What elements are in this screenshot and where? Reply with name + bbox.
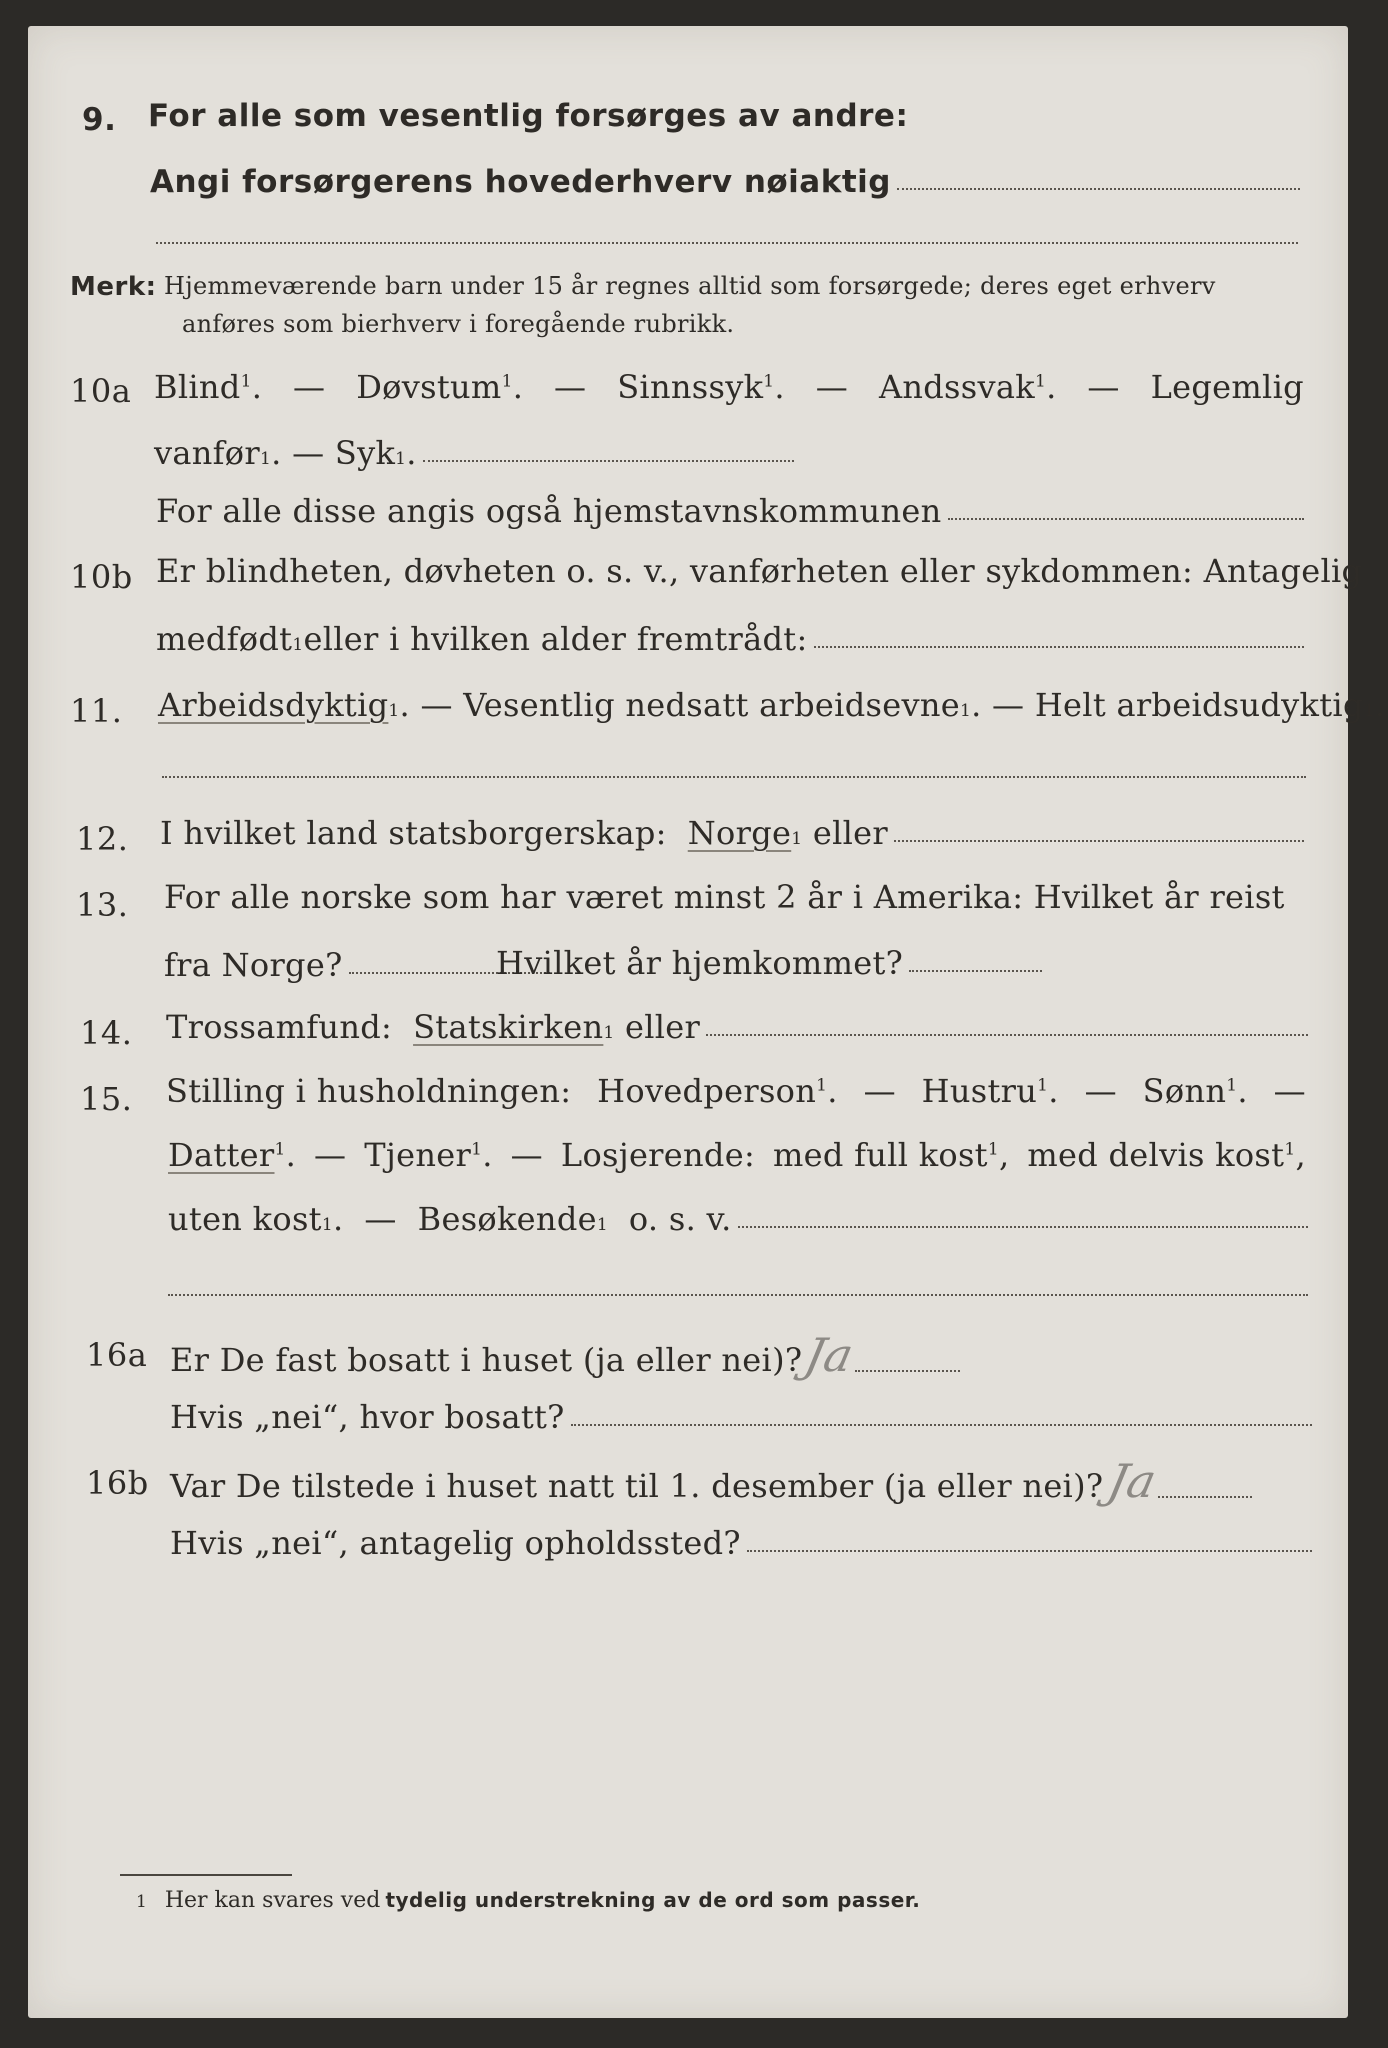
census-form-page: 9. For alle som vesentlig forsørges av andre: Angi forsørgerens hovederhverv nøiaktig Merk: Hjemmeværende barn under 15 år regnes alltid som forsørgede; deres eget erhverv anføres som bierhverv i foregående rubrikk. 10a Blind$^1$. — Døvstum$^1$. — Sinnssyk$^1$. — Andssvak$^1$. — Legemlig vanfør 1 . — Syk 1 . For alle disse angis også hjemstavnskommunen 10b Er blindheten, døvheten o. s. v., vanførheten eller sykdommen: Antagelig medfødt 1 eller i hvilken alder fremtrådt: 11. Arbeidsdyktig 1 . — Vesentlig nedsatt arbeidsevne 1 . — Helt arbeidsudyktig 1 . 12. I hvilket land statsborgerskap: Norge 1 eller 13. For alle norske som har været minst 2 år i Amerika: Hvilket år reist fra Norge? Hvilket år hjemkommet? 14. Trossamfund: Statskirken 1 eller 15. Stilling i husholdningen: Hovedperson$^1$. — Hustru$^1$. — Sønn$^1$. — Datter$^1$. — Tjener$^1$. — Losjerende: med full kost$^1$, med delvis kost$^1$, uten kost 1 . — Besøkende 1 o. s. v. 16a Er De fast bosatt i huset (ja eller nei)? Ja Hvis „nei“, hvor bosatt? 16b Var De tilstede i huset natt til 1. desember (ja eller nei)? Ja Hvis „nei“, antagelig opholdssted? 1 Her kan svares ved tydelig understrekning av de ord som passer. <box>28 26 1348 2018</box>
q16a-answer-field[interactable] <box>855 1370 960 1372</box>
footnote-text: Her kan svares ved <box>164 1888 381 1913</box>
q16a-line2: Hvis „nei“, hvor bosatt? <box>170 1398 565 1436</box>
q12-opt-norge[interactable]: Norge <box>687 814 792 852</box>
q13-number: 13. <box>76 886 129 924</box>
q15-opt-tjener[interactable]: Tjener <box>364 1136 472 1174</box>
q13-line2b: Hvilket år hjemkommet? <box>496 944 904 982</box>
q15-opt-besokende[interactable]: Besøkende <box>417 1200 597 1238</box>
opt-syk: Syk <box>334 434 396 472</box>
q10a-line3: For alle disse angis også hjemstavnskommunen <box>156 492 942 530</box>
q11-extra-answer-line[interactable] <box>162 776 1306 778</box>
q9-number: 9. <box>82 102 117 138</box>
q16b-answer-field[interactable] <box>1158 1496 1252 1498</box>
footnote-bold: tydelig understrekning av de ord som passer. <box>385 1888 921 1912</box>
footnote-rule <box>120 1874 292 1876</box>
q15-number: 15. <box>80 1080 133 1118</box>
opt-blind: Blind <box>154 368 241 406</box>
q15-osv: o. s. v. <box>628 1200 732 1238</box>
q16a-handwritten-answer: Ja <box>800 1328 859 1382</box>
q10a-hjemstavn-field[interactable] <box>948 518 1304 520</box>
q12-number: 12. <box>76 820 129 858</box>
q14-eller: eller <box>624 1008 701 1046</box>
q16b-handwritten-answer: Ja <box>1103 1454 1162 1508</box>
q16a-number: 16a <box>86 1336 148 1374</box>
q12-eller: eller <box>812 814 888 852</box>
q10b-number: 10b <box>70 558 133 596</box>
q16b-opholdssted-field[interactable] <box>747 1550 1312 1552</box>
q14-text: Trossamfund: <box>166 1008 393 1046</box>
q11-opt-arbeidsdyktig[interactable]: Arbeidsdyktig <box>158 686 389 724</box>
q13-line2a: fra Norge? <box>164 946 343 984</box>
q13-hjemkommet-field[interactable] <box>909 970 1042 972</box>
q15-extra-answer-line[interactable] <box>168 1294 1308 1296</box>
merk-line2: anføres som bierhverv i foregående rubrikk. <box>182 310 735 338</box>
q15-answer-field[interactable] <box>738 1226 1308 1228</box>
q9-extra-answer-line[interactable] <box>156 242 1298 244</box>
opt-sinnssyk: Sinnssyk <box>617 368 764 406</box>
footnote-mark: 1 <box>136 1892 147 1912</box>
q16b-number: 16b <box>86 1464 149 1502</box>
q15-opt-sonn[interactable]: Sønn <box>1142 1072 1227 1110</box>
opt-dovstum: Døvstum <box>356 368 502 406</box>
q14-number: 14. <box>80 1014 133 1052</box>
q10a-number: 10a <box>70 372 132 410</box>
q16a-bosatt-field[interactable] <box>571 1424 1312 1426</box>
q15-opt-losjerende: Losjerende: <box>560 1136 756 1174</box>
q16b-line2: Hvis „nei“, antagelig opholdssted? <box>170 1524 741 1562</box>
q16a-line1: Er De fast bosatt i huset (ja eller nei)? <box>170 1341 803 1379</box>
merk-line1: Hjemmeværende barn under 15 år regnes alltid som forsørgede; deres eget erhverv <box>164 272 1216 300</box>
q15-opt-datter[interactable]: Datter <box>168 1136 275 1174</box>
q9-line1: For alle som vesentlig forsørges av andre: <box>148 98 909 134</box>
q16b-line1: Var De tilstede i huset natt til 1. desember (ja eller nei)? <box>170 1467 1104 1505</box>
q10a-syk-field[interactable] <box>423 460 794 462</box>
opt-legemlig: Legemlig <box>1150 368 1304 406</box>
merk-label: Merk: <box>70 272 157 302</box>
q15-opt-uten-kost[interactable]: uten kost <box>168 1200 322 1238</box>
q12-text: I hvilket land statsborgerskap: <box>160 814 667 852</box>
q11-number: 11. <box>70 692 123 730</box>
q13-line1: For alle norske som har været minst 2 år i Amerika: Hvilket år reist <box>164 878 1285 916</box>
q14-opt-statskirken[interactable]: Statskirken <box>413 1008 604 1046</box>
opt-andssvak: Andssvak <box>878 368 1035 406</box>
q11-opt-nedsatt[interactable]: Vesentlig nedsatt arbeidsevne <box>463 686 960 724</box>
q15-line1: Stilling i husholdningen: <box>166 1072 572 1110</box>
q15-opt-full-kost[interactable]: med full kost <box>772 1136 988 1174</box>
opt-vanfor: vanfør <box>154 434 260 472</box>
q12-answer-field[interactable] <box>894 840 1304 842</box>
q10b-line1: Er blindheten, døvheten o. s. v., vanførheten eller sykdommen: Antagelig <box>156 552 1363 590</box>
q9-line2: Angi forsørgerens hovederhverv nøiaktig <box>150 164 891 200</box>
q15-opt-delvis-kost[interactable]: med delvis kost <box>1027 1136 1285 1174</box>
q15-opt-hustru[interactable]: Hustru <box>921 1072 1038 1110</box>
q10b-answer-field[interactable] <box>814 646 1304 648</box>
q11-opt-udyktig[interactable]: Helt arbeidsudyktig <box>1034 686 1364 724</box>
q9-answer-field[interactable] <box>897 188 1300 190</box>
q14-answer-field[interactable] <box>706 1034 1308 1036</box>
q15-opt-hovedperson[interactable]: Hovedperson <box>597 1072 817 1110</box>
q10b-line2: medfødt <box>156 620 293 658</box>
